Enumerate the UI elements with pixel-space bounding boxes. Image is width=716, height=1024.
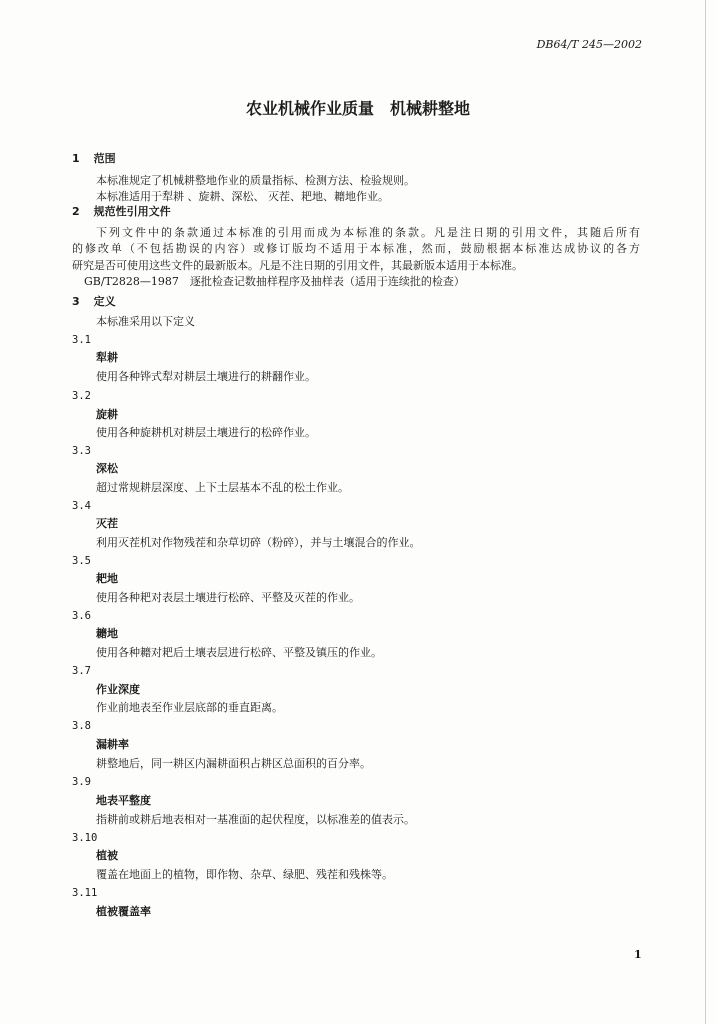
term-definition: 作业前地表至作业层底部的垂直距离。 bbox=[96, 701, 283, 714]
term-number: 3.8 bbox=[72, 720, 91, 732]
term-name: 深松 bbox=[96, 462, 118, 475]
term-name: 犁耕 bbox=[96, 351, 118, 364]
section-2-heading: 2 规范性引用文件 bbox=[72, 205, 171, 218]
term-definition: 指耕前或耕后地表相对一基准面的起伏程度，以标准差的值表示。 bbox=[96, 813, 415, 826]
term-number: 3.2 bbox=[72, 390, 91, 402]
term-name: 耙地 bbox=[96, 572, 118, 585]
term-number: 3.10 bbox=[72, 832, 98, 844]
term-name: 灭茬 bbox=[96, 517, 118, 530]
section-1-line-2: 本标准适用于犁耕 、旋耕、深松、 灭茬、耙地、耱地作业。 bbox=[96, 190, 389, 203]
term-definition: 耕整地后，同一耕区内漏耕面积占耕区总面积的百分率。 bbox=[96, 757, 371, 770]
term-number: 3.9 bbox=[72, 776, 91, 788]
section-2-line-3: 研究是否可使用这些文件的最新版本。凡是不注日期的引用文件，其最新版本适用于本标准。 bbox=[72, 259, 523, 272]
term-name: 作业深度 bbox=[96, 683, 140, 696]
term-number: 3.4 bbox=[72, 500, 91, 512]
term-definition: 超过常规耕层深度、上下土层基本不乱的松土作业。 bbox=[96, 481, 349, 494]
term-definition: 使用各种耙对表层土壤进行松碎、平整及灭茬的作业。 bbox=[96, 591, 360, 604]
term-number: 3.5 bbox=[72, 555, 91, 567]
term-name: 耱地 bbox=[96, 627, 118, 640]
term-name: 旋耕 bbox=[96, 408, 118, 421]
section-3-heading: 3 定义 bbox=[72, 295, 116, 308]
term-number: 3.11 bbox=[72, 887, 98, 899]
term-definition: 覆盖在地面上的植物，即作物、杂草、绿肥、残茬和残株等。 bbox=[96, 868, 393, 881]
section-1-line-1: 本标准规定了机械耕整地作业的质量指标、检测方法、检验规则。 bbox=[96, 174, 415, 187]
term-definition: 使用各种耱对耙后土壤表层进行松碎、平整及镇压的作业。 bbox=[96, 646, 382, 659]
section-3-intro: 本标准采用以下定义 bbox=[96, 315, 195, 328]
term-definition: 利用灭茬机对作物残茬和杂草切碎（粉碎），并与土壤混合的作业。 bbox=[96, 536, 421, 549]
page-number: 1 bbox=[634, 948, 642, 961]
term-name: 植被 bbox=[96, 849, 118, 862]
term-number: 3.6 bbox=[72, 610, 91, 622]
standard-code: DB64/T 245—2002 bbox=[536, 38, 642, 51]
term-name: 地表平整度 bbox=[96, 794, 151, 807]
term-name: 漏耕率 bbox=[96, 738, 129, 751]
section-1-heading: 1 范围 bbox=[72, 152, 116, 165]
page-edge bbox=[705, 0, 706, 1024]
section-2-line-2: 的修改单（不包括勘误的内容）或修订版均不适用于本标准，然而，鼓励根据本标准达成协议的各方 bbox=[72, 242, 640, 255]
term-number: 3.1 bbox=[72, 334, 91, 346]
document-title: 农业机械作业质量 机械耕整地 bbox=[245, 99, 470, 118]
section-2-reference: GB/T2828—1987 逐批检查记数抽样程序及抽样表（适用于连续批的检查） bbox=[84, 275, 465, 288]
term-name: 植被覆盖率 bbox=[96, 905, 151, 918]
term-definition: 使用各种铧式犁对耕层土壤进行的耕翻作业。 bbox=[96, 370, 316, 383]
term-number: 3.3 bbox=[72, 445, 91, 457]
term-definition: 使用各种旋耕机对耕层土壤进行的松碎作业。 bbox=[96, 426, 316, 439]
term-number: 3.7 bbox=[72, 665, 91, 677]
section-2-line-1: 下列文件中的条款通过本标准的引用而成为本标准的条款。凡是注日期的引用文件，其随后所有 bbox=[96, 226, 640, 239]
